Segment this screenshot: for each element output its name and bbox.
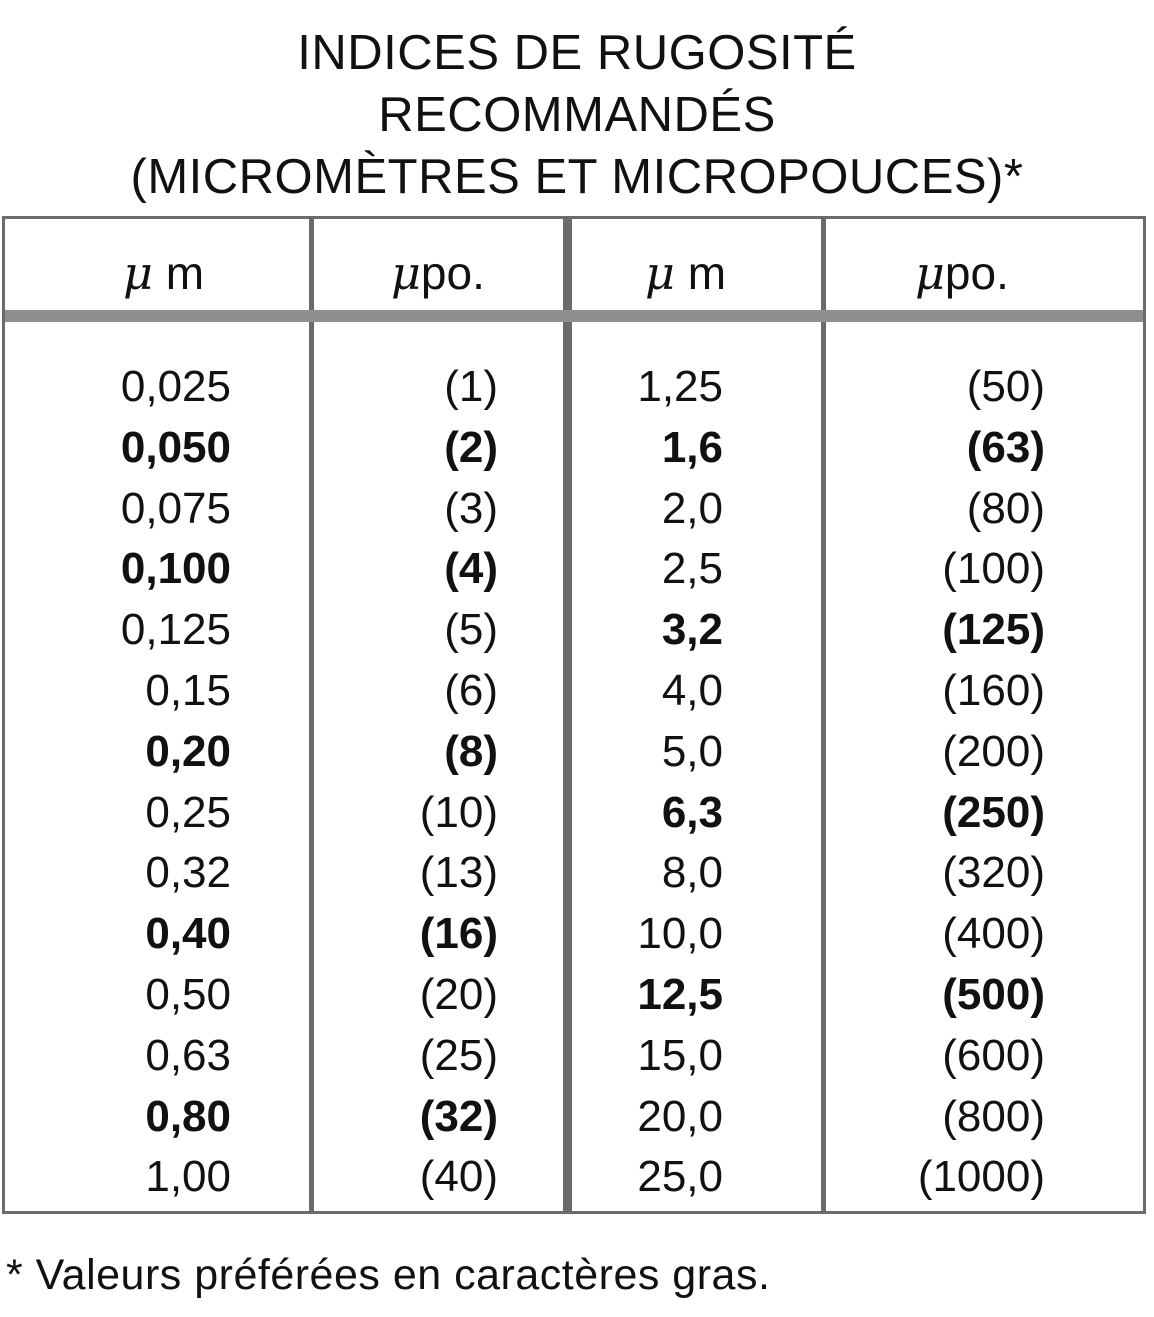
cell-upo-2: (200) <box>942 726 1045 776</box>
cell-um-2: 6,3 <box>661 787 723 837</box>
cell-um-2: 12,5 <box>637 969 723 1019</box>
cell-um-2: 8,0 <box>661 848 723 898</box>
cell-upo-1: (20) <box>419 969 498 1019</box>
cell-um-1: 0,63 <box>145 1030 231 1080</box>
header-col-um-1: μ m <box>123 246 205 300</box>
column-upo-2 <box>885 357 1045 1208</box>
column-um-2 <box>605 357 723 1208</box>
cell-um-1: 0,15 <box>145 665 231 715</box>
cell-um-2: 25,0 <box>637 1152 723 1202</box>
header-col-upo-2: μpo. <box>915 246 1009 300</box>
header-col-upo-1: μpo. <box>391 246 485 300</box>
cell-um-1: 0,100 <box>120 544 231 594</box>
cell-upo-1: (6) <box>444 665 498 715</box>
cell-upo-2: (250) <box>942 787 1045 837</box>
cell-upo-2: (100) <box>942 544 1045 594</box>
cell-upo-1: (5) <box>444 605 498 655</box>
cell-upo-2: (160) <box>942 665 1045 715</box>
cell-upo-2: (600) <box>942 1030 1045 1080</box>
roughness-table <box>2 216 1146 1214</box>
cell-upo-1: (13) <box>419 848 498 898</box>
cell-upo-2: (125) <box>942 605 1045 655</box>
cell-um-1: 0,20 <box>145 726 231 776</box>
cell-upo-1: (4) <box>444 544 498 594</box>
cell-um-2: 2,0 <box>661 483 723 533</box>
cell-upo-1: (40) <box>419 1152 498 1202</box>
title-line-1: INDICES DE RUGOSITÉ <box>297 26 857 80</box>
cell-upo-2: (63) <box>966 422 1045 472</box>
cell-um-2: 15,0 <box>637 1030 723 1080</box>
page-title <box>0 22 1154 208</box>
cell-upo-1: (16) <box>419 909 498 959</box>
cell-upo-2: (800) <box>942 1091 1045 1141</box>
cell-um-1: 0,80 <box>145 1091 231 1141</box>
cell-upo-1: (1) <box>444 362 498 411</box>
column-divider-center <box>563 219 572 1211</box>
cell-um-1: 0,075 <box>120 483 231 533</box>
cell-um-1: 0,32 <box>145 848 231 898</box>
cell-upo-2: (320) <box>942 848 1045 898</box>
cell-um-1: 0,125 <box>120 605 231 655</box>
cell-um-2: 1,6 <box>661 422 723 472</box>
footnote: * Valeurs préférées en caractères gras. <box>6 1251 771 1299</box>
cell-um-2: 20,0 <box>637 1091 723 1141</box>
header-separator <box>5 310 1143 322</box>
cell-um-1: 0,25 <box>145 787 231 837</box>
column-upo-1 <box>365 357 498 1208</box>
cell-um-2: 4,0 <box>661 665 723 715</box>
cell-um-2: 3,2 <box>661 605 723 655</box>
cell-upo-1: (10) <box>419 787 498 837</box>
cell-upo-1: (25) <box>419 1030 498 1080</box>
title-line-3: (MICROMÈTRES ET MICROPOUCES)* <box>130 150 1024 204</box>
cell-um-1: 1,00 <box>145 1152 231 1202</box>
header-col-um-2: μ m <box>645 246 727 300</box>
title-line-2: RECOMMANDÉS <box>378 88 776 142</box>
cell-um-1: 0,050 <box>120 422 231 472</box>
cell-upo-2: (80) <box>966 483 1045 533</box>
column-divider <box>309 219 314 1211</box>
cell-um-1: 0,025 <box>120 362 231 411</box>
cell-upo-2: (50) <box>966 362 1045 411</box>
cell-upo-1: (2) <box>444 422 498 472</box>
cell-um-2: 1,25 <box>637 362 723 411</box>
cell-upo-2: (1000) <box>917 1152 1045 1202</box>
cell-upo-1: (8) <box>444 726 498 776</box>
column-divider <box>821 219 826 1211</box>
cell-um-2: 2,5 <box>661 544 723 594</box>
cell-upo-1: (3) <box>444 483 498 533</box>
cell-upo-2: (400) <box>942 909 1045 959</box>
column-um-1 <box>65 357 231 1208</box>
cell-upo-1: (32) <box>419 1091 498 1141</box>
cell-um-1: 0,40 <box>145 909 231 959</box>
cell-upo-2: (500) <box>942 969 1045 1019</box>
cell-um-2: 5,0 <box>661 726 723 776</box>
cell-um-2: 10,0 <box>637 909 723 959</box>
cell-um-1: 0,50 <box>145 969 231 1019</box>
